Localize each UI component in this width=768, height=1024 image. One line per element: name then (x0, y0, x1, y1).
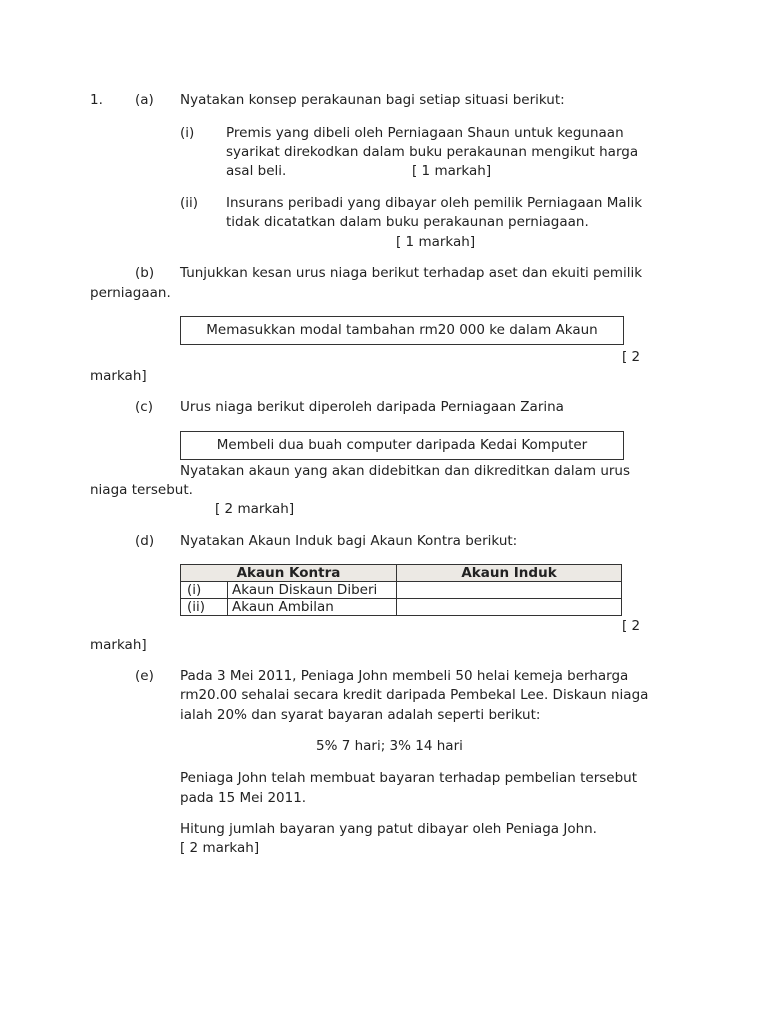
part-c-label: (c) (135, 399, 153, 415)
akaun-induk-cell (397, 582, 622, 599)
part-b-label: (b) (135, 265, 155, 281)
part-c-text: Urus niaga berikut diperoleh daripada Perniagaan Zarina (180, 399, 564, 415)
part-c-text: niaga tersebut. (90, 482, 193, 498)
part-a-text: Nyatakan konsep perakaunan bagi setiap situasi berikut: (180, 92, 565, 108)
table-row (181, 582, 622, 599)
part-a-label: (a) (135, 92, 154, 108)
payment-terms: 5% 7 hari; 3% 14 hari (316, 738, 463, 754)
part-e-text: Pada 3 Mei 2011, Peniaga John membeli 50 helai kemeja berharga (180, 668, 629, 684)
part-a-i-line: syarikat direkodkan dalam buku perakaunan mengikut harga (226, 144, 639, 160)
column-header-akaun-induk: Akaun Induk (397, 565, 622, 582)
part-b-marks: [ 2 (622, 349, 641, 365)
part-e-text: Hitung jumlah bayaran yang patut dibayar oleh Peniaga John. (180, 821, 597, 837)
part-a-ii-line: tidak dicatatkan dalam buku perakaunan perniagaan. (226, 214, 589, 230)
part-a-ii-marks: [ 1 markah] (396, 234, 476, 250)
part-b-box: Memasukkan modal tambahan rm20 000 ke dalam Akaun (180, 316, 624, 345)
column-header-akaun-kontra: Akaun Kontra (181, 565, 397, 582)
part-c-box: Membeli dua buah computer daripada Kedai Komputer (180, 431, 624, 460)
part-e-label: (e) (135, 668, 154, 684)
question-number: 1. (90, 92, 103, 108)
akaun-kontra-cell: Akaun Diskaun Diberi (228, 582, 397, 599)
part-b-text: Tunjukkan kesan urus niaga berikut terhadap aset dan ekuiti pemilik (180, 265, 643, 281)
row-number: (i) (181, 582, 228, 599)
part-d-text: Nyatakan Akaun Induk bagi Akaun Kontra berikut: (180, 533, 518, 549)
part-c-marks: [ 2 markah] (215, 501, 295, 517)
part-c-text: Nyatakan akaun yang akan didebitkan dan dikreditkan dalam urus (180, 463, 631, 479)
part-e-marks: [ 2 markah] (180, 840, 260, 856)
row-number: (ii) (181, 599, 228, 616)
table-row (181, 599, 622, 616)
part-e-text: Peniaga John telah membuat bayaran terhadap pembelian tersebut (180, 770, 638, 786)
part-b-text: perniagaan. (90, 285, 171, 301)
akaun-kontra-cell: Akaun Ambilan (228, 599, 397, 616)
part-d-marks: markah] (90, 637, 147, 653)
part-a-i-line: Premis yang dibeli oleh Perniagaan Shaun untuk kegunaan (226, 125, 624, 141)
part-e-text: rm20.00 sehalai secara kredit daripada Pembekal Lee. Diskaun niaga (180, 687, 649, 703)
part-a-ii-line: Insurans peribadi yang dibayar oleh pemilik Perniagaan Malik (226, 195, 643, 211)
part-d-marks: [ 2 (622, 618, 641, 634)
part-e-text: pada 15 Mei 2011. (180, 790, 307, 806)
part-d-label: (d) (135, 533, 155, 549)
part-a-i-line: asal beli. (226, 163, 287, 179)
table-header-row (181, 565, 622, 582)
akaun-kontra-table (180, 564, 622, 616)
part-a-ii-label: (ii) (180, 195, 199, 211)
part-a-i-marks: [ 1 markah] (412, 163, 492, 179)
akaun-induk-cell (397, 599, 622, 616)
part-e-text: ialah 20% dan syarat bayaran adalah seperti berikut: (180, 707, 541, 723)
part-a-i-label: (i) (180, 125, 195, 141)
part-b-marks: markah] (90, 368, 147, 384)
